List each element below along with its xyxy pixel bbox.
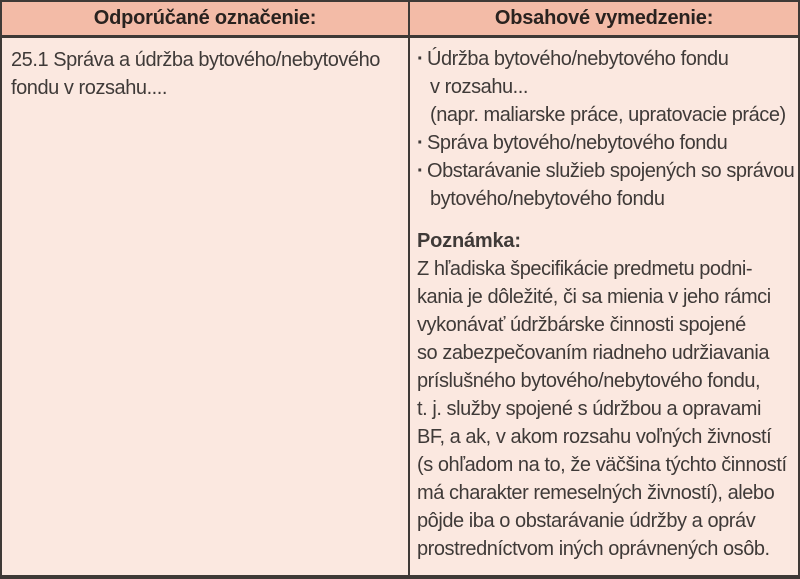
note-line: so zabezpečovaním riadneho udržiavania (417, 342, 770, 364)
table-header-row (2, 2, 798, 38)
note-line: (s ohľadom na to, že väčšina týchto činností (417, 454, 787, 476)
note-line: BF, a ak, v akom rozsahu voľných živností (417, 426, 772, 448)
note-line: prostredníctvom iných oprávnených osôb. (417, 538, 770, 560)
bullet-text: Údržba bytového/nebytového fondu (427, 48, 729, 70)
header-cell-designation: Odporúčané označenie: (93, 7, 317, 29)
table-body-row (2, 38, 798, 575)
bullet-icon: · (417, 48, 424, 70)
bullet-text: Správa bytového/nebytového fondu (427, 132, 728, 154)
note-line: kania je dôležité, či sa mienia v jeho rámci (417, 286, 771, 308)
note-line: t. j. služby spojené s údržbou a opravami (417, 398, 761, 420)
bullet-continuation-line: (napr. maliarske práce, upratovacie práce) (430, 104, 786, 126)
header-cell-definition: Obsahové vymedzenie: (408, 2, 798, 35)
note-title: Poznámka: (417, 230, 521, 252)
bullet-item-line (417, 129, 796, 157)
note-line: príslušného bytového/nebytového fondu, (417, 370, 761, 392)
bullet-item-line (417, 45, 796, 73)
note-line: má charakter remeselných živností), alebo (417, 482, 775, 504)
bullet-text: Obstarávanie služieb spojených so správou (427, 160, 795, 182)
designation-line: fondu v rozsahu.... (11, 77, 167, 99)
cell-definition (408, 38, 798, 575)
note-line: vykonávať údržbárske činnosti spojené (417, 314, 746, 336)
bullet-continuation-line: v rozsahu... (430, 76, 528, 98)
bullet-item-line (417, 157, 796, 185)
cell-designation (2, 38, 408, 575)
note-line: Z hľadiska špecifikácie predmetu podni- (417, 258, 753, 280)
note-line: pôjde iba o obstarávanie údržby a opráv (417, 510, 756, 532)
bullet-icon: · (417, 132, 424, 154)
bullet-continuation-line: bytového/nebytového fondu (430, 188, 665, 210)
designation-line: 25.1 Správa a údržba bytového/nebytového (11, 49, 380, 71)
bullet-icon: · (417, 160, 424, 182)
